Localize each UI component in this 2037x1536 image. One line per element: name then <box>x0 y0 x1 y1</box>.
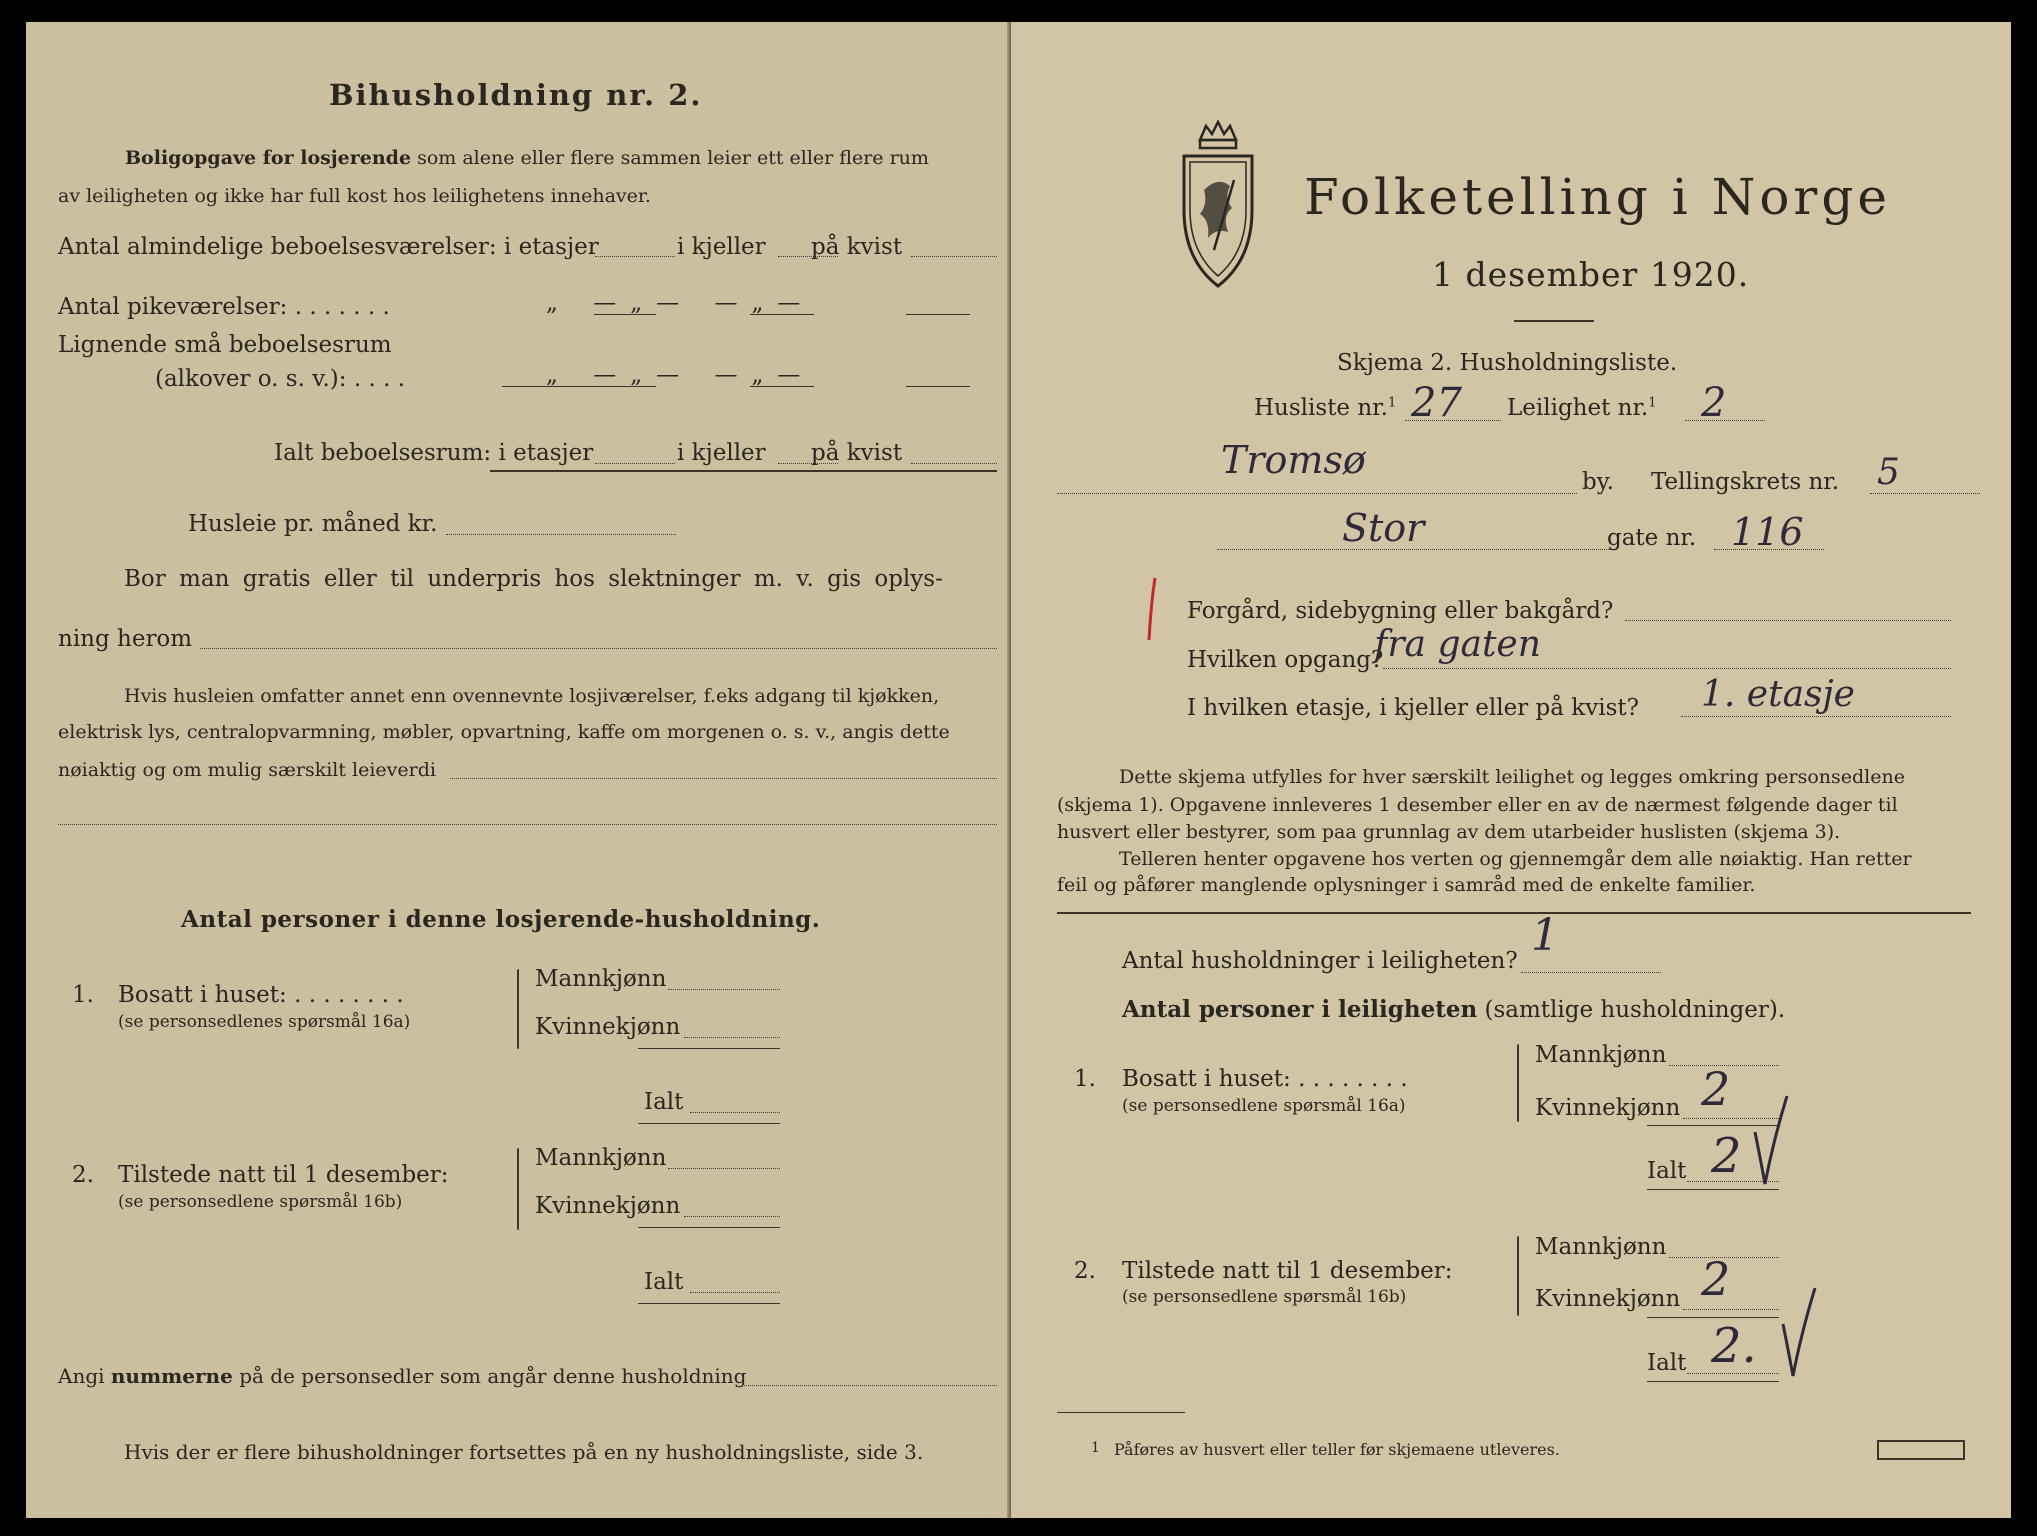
alcove-label-1: Lignende små beboelsesrum <box>58 332 392 358</box>
leilighet-value[interactable]: 2 <box>1701 380 1727 426</box>
forgard-question: Forgård, sidebygning eller bakgård? <box>1187 598 1614 624</box>
gratis-line-1: Bor man gratis eller til underpris hos slektninger m. v. gis oplys- <box>124 566 943 592</box>
right-q2-num: 2. <box>1074 1258 1096 1284</box>
rooms-etasjer-field[interactable] <box>595 256 675 257</box>
maid-etasjer-field[interactable] <box>594 314 656 315</box>
incl-line-2: elektrisk lys, centralopvarmning, møbler, opvartning, kaffe om morgenen o. s. v., angis dette <box>58 721 950 743</box>
right-q1-sub: (se personsedlene spørsmål 16a) <box>1122 1096 1406 1116</box>
footnote-text: Påføres av husvert eller teller før skjemaene utleveres. <box>1114 1440 1560 1459</box>
left-q2-female-field[interactable] <box>684 1216 780 1217</box>
left-q1-male-field[interactable] <box>668 989 780 990</box>
alcove-kvist-field[interactable] <box>906 386 970 387</box>
left-q2-total-label: Ialt <box>644 1269 684 1295</box>
incl-line-3: nøiaktig og om mulig særskilt leieverdi <box>58 759 436 781</box>
husliste-field[interactable] <box>1405 420 1501 421</box>
opgang-question: Hvilken opgang? <box>1187 647 1384 673</box>
maid-rooms-marks: „ —„— —„— <box>546 290 815 316</box>
title-divider <box>1514 320 1594 322</box>
city-value[interactable]: Tromsø <box>1221 438 1366 482</box>
right-q2-male-label: Mannkjønn <box>1535 1234 1667 1260</box>
red-tick-mark-icon <box>1141 574 1163 644</box>
husliste-sup: 1 <box>1387 395 1397 411</box>
households-value[interactable]: 1 <box>1531 910 1559 961</box>
info-line-2: (skjema 1). Opgavene innleveres 1 desember eller en av de nærmest følgende dager til <box>1057 794 1898 816</box>
left-q1-num: 1. <box>72 982 94 1008</box>
left-q1-total-label: Ialt <box>644 1089 684 1115</box>
numbers-field[interactable] <box>744 1385 997 1386</box>
right-q2-total-label: Ialt <box>1647 1350 1687 1376</box>
total-etasjer-field[interactable] <box>595 463 675 464</box>
left-q1-female-field[interactable] <box>684 1037 780 1038</box>
opgang-field[interactable] <box>1383 668 1951 669</box>
left-q2-female-underline <box>638 1227 780 1228</box>
left-q1-male-label: Mannkjønn <box>535 966 667 992</box>
numbers-c: på de personsedler som angår denne husholdning <box>239 1364 747 1388</box>
numbers-line <box>58 1364 746 1388</box>
etasje-value[interactable]: 1. etasje <box>1701 674 1855 715</box>
intro-rest: som alene eller flere sammen leier ett eller flere rum <box>417 147 929 169</box>
left-q2-male-label: Mannkjønn <box>535 1145 667 1171</box>
husliste-label <box>1254 395 1396 421</box>
info-divider <box>1057 912 1971 914</box>
etasje-field[interactable] <box>1681 716 1951 717</box>
right-q1-female-label: Kvinnekjønn <box>1535 1095 1681 1121</box>
gratis-field[interactable] <box>200 648 997 649</box>
left-q1-total-field[interactable] <box>690 1112 780 1113</box>
info-line-1: Dette skjema utfylles for hver særskilt leilighet og legges omkring personsedlene <box>1119 766 1905 788</box>
right-persons-heading-bold: Antal personer i leiligheten <box>1122 996 1478 1023</box>
opgang-value[interactable]: fra gaten <box>1374 624 1541 665</box>
households-field[interactable] <box>1521 972 1661 973</box>
left-q2-total-field[interactable] <box>690 1292 780 1293</box>
maid-kjeller-field[interactable] <box>750 314 814 315</box>
incl-field-1[interactable] <box>450 778 997 779</box>
right-q2-total-field[interactable] <box>1687 1373 1779 1374</box>
households-label: Antal husholdninger i leiligheten? <box>1122 948 1518 974</box>
gate-value[interactable]: 116 <box>1731 510 1804 554</box>
city-field[interactable] <box>1057 493 1577 494</box>
intro-bold: Boligopgave for losjerende <box>125 147 412 169</box>
street-value[interactable]: Stor <box>1342 506 1425 550</box>
total-rooms-underline <box>490 470 997 472</box>
right-q1-label: Bosatt i huset: . . . . . . . . <box>1122 1066 1408 1092</box>
left-q2-male-field[interactable] <box>668 1168 780 1169</box>
leilighet-label <box>1507 395 1657 421</box>
alcove-kjeller-field[interactable] <box>750 386 814 387</box>
left-q2-num: 2. <box>72 1162 94 1188</box>
gate-label: gate nr. <box>1607 525 1697 551</box>
forgard-field[interactable] <box>1625 620 1951 621</box>
right-persons-heading <box>1122 996 1785 1023</box>
etasje-question: I hvilken etasje, i kjeller eller på kvist? <box>1187 695 1639 721</box>
left-q1-sub: (se personsedlenes spørsmål 16a) <box>118 1012 411 1032</box>
incl-field-2[interactable] <box>58 824 997 825</box>
krets-label: Tellingskrets nr. <box>1651 469 1840 495</box>
info-line-4: Telleren henter opgavene hos verten og gjennemgår dem alle nøiaktig. Han retter <box>1119 848 1912 870</box>
right-q2-total-underline <box>1647 1381 1779 1382</box>
krets-value[interactable]: 5 <box>1877 452 1900 493</box>
rooms-label: Antal almindelige beboelsesværelser: i etasjer <box>58 234 599 260</box>
total-rooms-label: Ialt beboelsesrum: i etasjer <box>274 440 594 466</box>
left-q1-female-underline <box>638 1048 780 1049</box>
rent-label: Husleie pr. måned kr. <box>188 511 438 537</box>
gratis-line-2: ning herom <box>58 626 193 652</box>
right-q1-male-label: Mannkjønn <box>1535 1042 1667 1068</box>
schema-label: Skjema 2. Husholdningsliste. <box>1337 350 1678 376</box>
husliste-text: Husliste nr. <box>1254 395 1388 421</box>
census-date: 1 desember 1920. <box>1432 255 1750 294</box>
leilighet-sup: 1 <box>1648 395 1657 411</box>
left-q2-sub: (se personsedlene spørsmål 16b) <box>118 1192 403 1212</box>
left-q2-female-label: Kvinnekjønn <box>535 1193 681 1219</box>
by-label: by. <box>1582 469 1614 495</box>
right-q2-sub: (se personsedlene spørsmål 16b) <box>1122 1287 1407 1307</box>
gate-field[interactable] <box>1714 549 1824 550</box>
maid-kvist-field[interactable] <box>906 314 970 315</box>
right-q1-female-value[interactable]: 2 <box>1701 1062 1731 1116</box>
left-q1-female-label: Kvinnekjønn <box>535 1014 681 1040</box>
right-q2-total-value[interactable]: 2. <box>1711 1318 1757 1374</box>
leilighet-field[interactable] <box>1685 420 1765 421</box>
incl-line-1: Hvis husleien omfatter annet enn ovennevnte losjiværelser, f.eks adgang til kjøkken, <box>124 685 940 707</box>
left-q2-label: Tilstede natt til 1 desember: <box>118 1162 449 1188</box>
left-q1-total-underline <box>638 1123 780 1124</box>
right-persons-heading-rest: (samtlige husholdninger). <box>1484 997 1786 1023</box>
coat-of-arms-icon <box>1178 120 1258 290</box>
alcove-etasjer-field[interactable] <box>502 386 656 387</box>
total-kjeller-label: i kjeller <box>677 440 766 466</box>
krets-field[interactable] <box>1870 493 1980 494</box>
maid-rooms-label: Antal pikeværelser: . . . . . . . <box>58 294 390 320</box>
rooms-kvist-label: på kvist <box>811 234 903 260</box>
right-title: Folketelling i Norge <box>1304 168 1891 226</box>
right-q1-brace <box>1517 1044 1519 1122</box>
info-line-3: husvert eller bestyrer, som paa grunnlag av dem utarbeider huslisten (skjema 3). <box>1057 821 1841 843</box>
right-q2-female-field[interactable] <box>1683 1309 1779 1310</box>
rent-field[interactable] <box>446 534 676 535</box>
left-footer: Hvis der er flere bihusholdninger fortsettes på en ny husholdningsliste, side 3. <box>124 1440 924 1464</box>
intro-line-2: av leiligheten og ikke har full kost hos leilighetens innehaver. <box>58 185 651 207</box>
rooms-kvist-field[interactable] <box>911 256 997 257</box>
left-title: Bihusholdning nr. 2. <box>329 78 703 112</box>
total-kvist-label: på kvist <box>811 440 903 466</box>
left-q1-brace <box>517 969 519 1049</box>
husliste-value[interactable]: 27 <box>1411 380 1462 426</box>
left-page <box>26 22 1011 1518</box>
left-q2-total-underline <box>638 1303 780 1304</box>
right-q1-total-value[interactable]: 2 <box>1711 1128 1742 1184</box>
footnote-divider <box>1057 1412 1185 1413</box>
info-line-5: feil og påfører manglende oplysninger i samråd med de enkelte familier. <box>1057 874 1756 896</box>
right-q2-brace <box>1517 1236 1519 1316</box>
total-kvist-field[interactable] <box>911 463 997 464</box>
left-q1-label: Bosatt i huset: . . . . . . . . <box>118 982 404 1008</box>
numbers-a: Angi <box>58 1364 105 1388</box>
printer-stamp <box>1877 1440 1965 1460</box>
footnote-num: 1 <box>1091 1440 1100 1456</box>
right-q1-num: 1. <box>1074 1066 1096 1092</box>
left-q2-brace <box>517 1148 519 1230</box>
left-persons-heading: Antal personer i denne losjerende-husholdning. <box>181 906 821 933</box>
street-field[interactable] <box>1217 549 1613 550</box>
right-q2-label: Tilstede natt til 1 desember: <box>1122 1258 1453 1284</box>
intro-line-1 <box>125 147 929 169</box>
leilighet-text: Leilighet nr. <box>1507 395 1649 421</box>
check-mark-icon <box>1751 1092 1791 1192</box>
check-mark-icon-2 <box>1779 1284 1819 1384</box>
right-q1-total-label: Ialt <box>1647 1158 1687 1184</box>
right-page <box>1011 22 2011 1518</box>
right-q2-female-value[interactable]: 2 <box>1701 1252 1731 1306</box>
right-q2-female-label: Kvinnekjønn <box>1535 1286 1681 1312</box>
alcove-marks: „ —„— —„— <box>546 362 815 388</box>
rooms-kjeller-label: i kjeller <box>677 234 766 260</box>
numbers-b: nummerne <box>110 1364 233 1388</box>
alcove-label-2: (alkover o. s. v.): . . . . <box>155 366 406 392</box>
